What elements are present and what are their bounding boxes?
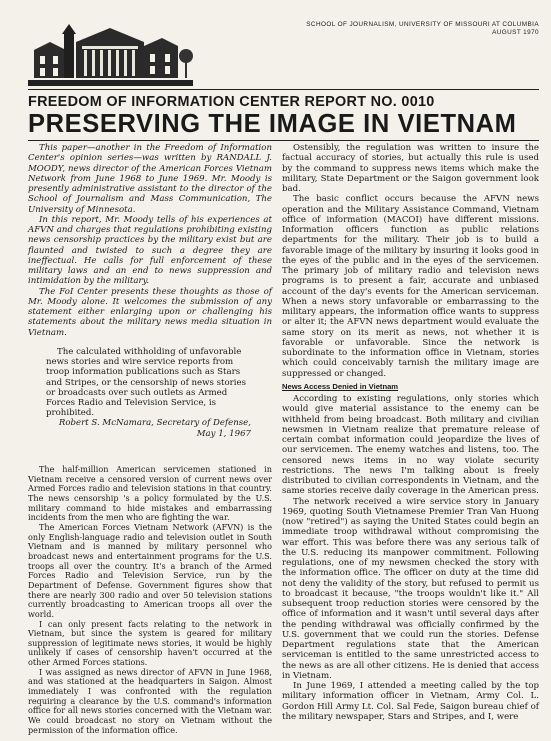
body-paragraph: I was assigned as news director of AFVN in June 1968, and was stationed at the headquarters in Saigon. Almost immediately I was confronted with the regulation requiring a clearance by the U.S. command's information office for all news stories concerned with the Vietnam war. We could broadcast no story on Vietnam without the permission of the information office.	[28, 666, 272, 735]
intro-paragraph: The FoI Center presents these thoughts as those of Mr. Moody alone. It welcomes the submission of any statement either enlarging upon or challenging his statements about the military news media situation in Vietnam.	[28, 286, 272, 338]
section-subheading: News Access Denied in Vietnam	[282, 381, 399, 391]
publication-header	[200, 21, 539, 37]
report-series-title: FREEDOM OF INFORMATION CENTER REPORT NO. 0010	[28, 94, 435, 110]
quote-date: May 1, 1967	[196, 428, 251, 439]
intro-paragraph: This paper—another in the Freedom of Information Center's opinion series—was written by RANDALL J. MOODY, news director of the American Forces Vietnam Network from June 1968 to June 1969. Mr. Moody is presently administrative assistant to the director of the School of Journalism and Mass Communication, The University of Minnesota.	[28, 143, 272, 215]
body-paragraph: The basic conflict occurs because the AFVN news operation and the Military Assistance Command, Vietnam office of information (MACOI) have different missions. Information officers function as public relations departments for the military. Their job is to build a favorable image of the military by insuring it looks good in the eyes of the public and in the eyes of the servicemen. The primary job of military radio and television news programs is to present a fair, accurate and unbiased account of the day's events for the American serviceman. When a news story unfavorable or embarrassing to the military appears, the information office wants to suppress or alter it; the AFVN news department would evaluate the same story on its merit as news, not whether it is favorable or unfavorable. Since the network is subordinate to the information office in Vietnam, stories which could conceivably tarnish the military image are suppressed or changed.	[282, 194, 539, 379]
quote-attribution: Robert S. McNamara, Secretary of Defense,	[58, 418, 251, 429]
body-paragraph: According to existing regulations, only stories which would give material assistance to the enemy can be withheld from being broadcast. Both military and civilian newsmen in Vietnam realize that premature release of certain combat information could jeopardize the lives of our servicemen. The enemy watches and listens, too. The censored news items in no way violate security restrictions. The news I'm talking about is freely distributed to civilian correspondents in Vietnam, and the same stories receive daily coverage in the American press.	[282, 394, 539, 497]
divider	[28, 140, 539, 141]
body-paragraph: The American Forces Vietnam Network (AFVN) is the only English-language radio and television outlet in South Vietnam and is manned by military personnel who broadcast news and entertainment programs for the U.S. troops all over the country. It's a branch of the Armed Forces Radio and Television Service, run by the Department of Defense. Government figures show that there are nearly 300 radio and over 50 television stations currently broadcasting to American troops all over the world.	[28, 521, 272, 619]
intro-block	[28, 143, 272, 338]
body-paragraph: The network received a wire service story in January 1969, quoting South Vietnamese Premier Tran Van Huong (now "retired") as saying the United States could begin an immediate troop withdrawal without compromising the war effort. This was before there was any serious talk of the U.S. reducing its manpower commitment. Following regulations, one of my newsmen checked the story with the information office. The officer on duty at the time did not deny the validity of the story, but refused to permit us to broadcast it because, "the troops wouldn't like it." All subsequent troop reduction stories were censored by the office of information and it wasn't until several days after the pending withdrawal was officially confirmed by the U.S. government that we could run the stories. Defense Department regulations state that the American serviceman is entitled to the same unrestricted access to the news as are all other citizens. He is denied that access in Vietnam.	[282, 496, 539, 681]
body-paragraph: Ostensibly, the regulation was written to insure the factual accuracy of stories, but actually this rule is used by the command to suppress news items which make the military, State Department or the Saigon government look bad.	[282, 143, 539, 194]
body-left-column	[28, 465, 272, 735]
page-title: PRESERVING THE IMAGE IN VIETNAM	[28, 110, 517, 138]
header-date: AUGUST 1970	[492, 29, 539, 36]
body-paragraph: The half-million American servicemen stationed in Vietnam receive a censored version of current news over Armed Forces radio and television stations in that country. The news censorship 's a policy formulated by the U.S. military command to hide mistakes and embarrassing incidents from the men who are fighting the war.	[28, 464, 272, 523]
journalism-building-icon	[28, 20, 193, 86]
body-paragraph: I can only present facts relating to the network in Vietnam, but since the system is geared for military suppression of legitimate news stories, it would be highly unlikely if cases of censorship haven't occurred at the other Armed Forces stations.	[28, 618, 272, 668]
divider	[28, 89, 539, 90]
intro-paragraph: In this report, Mr. Moody tells of his experiences at AFVN and charges that regulations prohibiting existing news censorship practices by the military exist but are flaunted and twisted to such a degree they are ineffectual. He calls for full enforcement of these military laws and an end to news suppression and intimidation by the military.	[28, 214, 272, 287]
quote-text: The calculated withholding of unfavorable news stories and wire service reports from troop information publications such as Stars and Stripes, or the censorship of news stories or broadcasts over such outlets as Armed Forces Radio and Television Service, is prohibited.	[46, 347, 247, 419]
body-paragraph: In June 1969, I attended a meeting called by the top military information officer in Vietnam, Army Col. L. Gordon Hill Army Lt. Col. Sal Fede, Saigon bureau chief of the military newspaper, Stars and Stripes, and I, were	[282, 681, 539, 722]
epigraph-quote	[46, 347, 251, 439]
header-institution: SCHOOL OF JOURNALISM, UNIVERSITY OF MISSOURI AT COLUMBIA	[306, 21, 539, 28]
body-right-column	[282, 143, 539, 722]
